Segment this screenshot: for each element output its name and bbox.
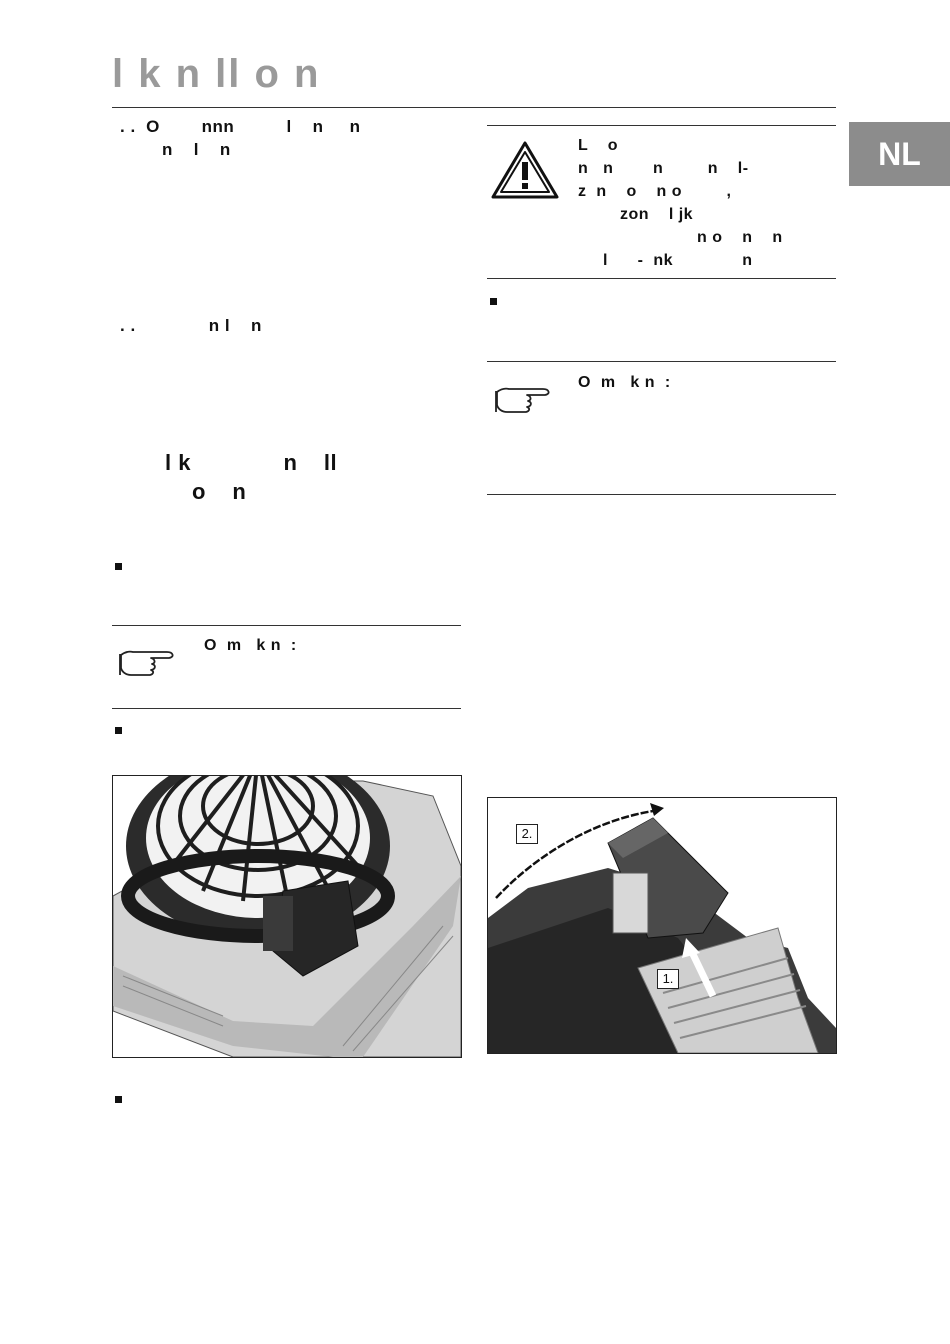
step-label-1: 1. — [657, 969, 679, 989]
warning-line-4: zon l jk — [620, 206, 694, 223]
fan-unit-figure — [112, 775, 462, 1058]
note-rule-top — [112, 625, 461, 626]
warning-rule-top — [487, 125, 836, 126]
section-heading-2: . . n l n — [120, 316, 262, 335]
page-title: l k n ll o n — [112, 52, 321, 96]
warning-line-5: n o n n — [697, 229, 783, 246]
main-heading-line-1: l k n ll — [165, 450, 338, 475]
warning-line-2: n n n n l- — [578, 160, 749, 177]
bullet-marker — [115, 727, 122, 734]
bullet-marker — [490, 298, 497, 305]
note-rule-bottom — [487, 494, 836, 495]
bullet-marker — [115, 1096, 122, 1103]
note-label: O m k n : — [578, 374, 671, 391]
warning-line-1: L o — [578, 137, 619, 154]
note-rule-bottom — [112, 708, 461, 709]
pointing-hand-icon — [493, 380, 563, 420]
section-heading-1: . . O nnn l n n — [120, 117, 361, 136]
note-rule-top — [487, 361, 836, 362]
warning-rule-bottom — [487, 278, 836, 279]
bullet-marker — [115, 563, 122, 570]
warning-line-3: z n o n o , — [578, 183, 732, 200]
section-heading-1-continued: n l n — [162, 140, 231, 159]
note-label: O m k n : — [204, 637, 297, 654]
step-label-2: 2. — [516, 824, 538, 844]
language-tab[interactable]: NL — [849, 122, 950, 186]
main-heading-line-2: o n — [192, 479, 247, 504]
pointing-hand-icon — [117, 643, 187, 683]
warning-line-6: l - nk n — [603, 252, 753, 269]
header-rule — [112, 107, 836, 108]
terminal-box-figure — [487, 797, 837, 1054]
warning-triangle-icon — [490, 140, 560, 200]
